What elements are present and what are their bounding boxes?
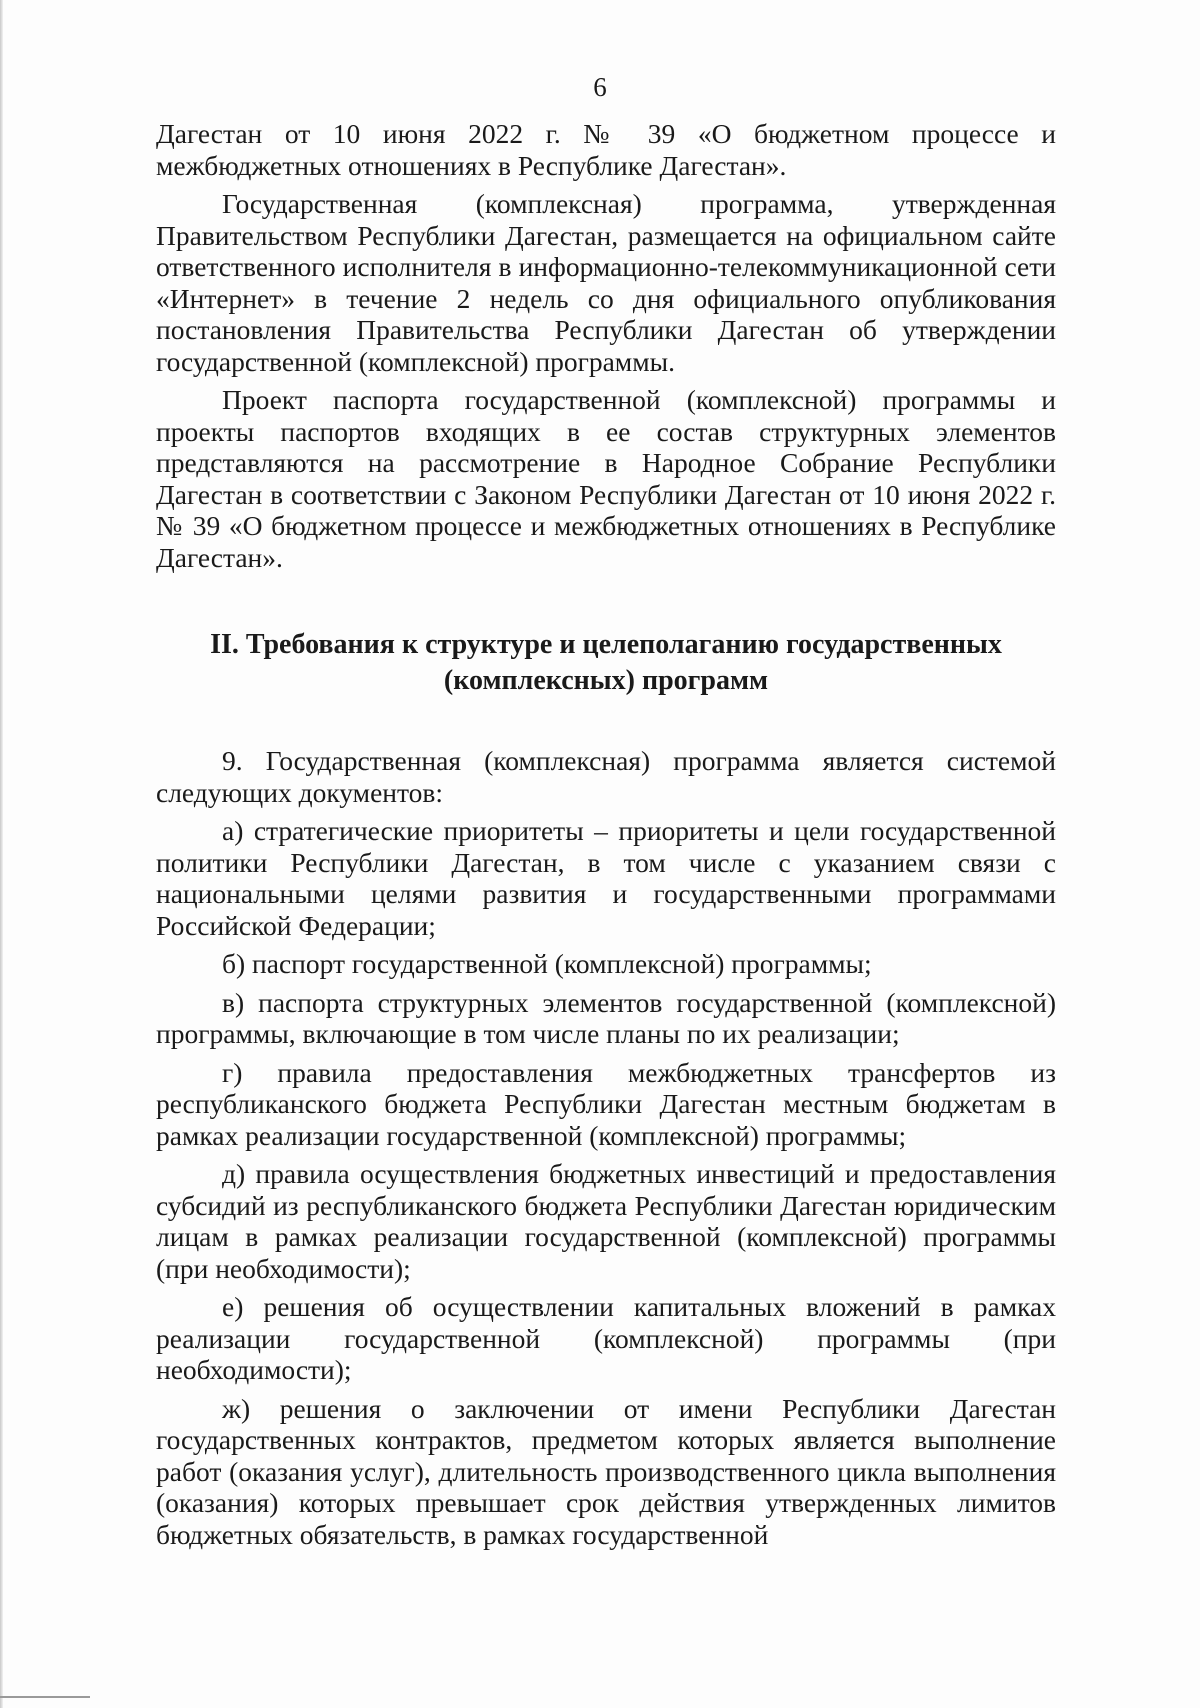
- list-item-b: б) паспорт государственной (комплексной) программы;: [222, 948, 872, 979]
- document-body: [156, 118, 1056, 1550]
- list-item-v: в) паспорта структурных элементов государственной (комплексной) программы, включающие в том числе планы по их реализации;: [156, 986, 1056, 1049]
- list-item-a: а) стратегические приоритеты – приоритеты и цели государственной политики Республики Дагестан, в том числе с указанием связи с национальными целями развития и государственными программами Российской Федерации;: [156, 815, 1056, 941]
- section-heading-line-2: (комплексных) программ: [443, 665, 769, 696]
- list-item-zh: ж) решения о заключении от имени Республики Дагестан государственных контрактов, предметом которых является выполнение работ (оказания услуг), длительность производственного цикла выполнения (оказания) которых превышает срок действия утвержденных лимитов бюджетных обязательств, в рамках государственной: [156, 1392, 1056, 1550]
- list-item-d: д) правила осуществления бюджетных инвестиций и предоставления субсидий из республиканского бюджета Республики Дагестан юридическим лицам в рамках реализации государственной (комплексной) программы (при необходимости);: [156, 1158, 1056, 1284]
- section-heading-line-1: II. Требования к структуре и целеполаганию государственных: [210, 629, 1002, 660]
- paragraph-continuation: Дагестан от 10 июня 2022 г. № 39 «О бюджетном процессе и межбюджетных отношениях в Республике Дагестан».: [156, 118, 1056, 181]
- scan-edge: [0, 0, 3, 1708]
- scan-artifact: [0, 1696, 90, 1698]
- paragraph-item-9: 9. Государственная (комплексная) программа является системой следующих документов:: [156, 745, 1056, 808]
- list-item-e: е) решения об осуществлении капитальных вложений в рамках реализации государственной (комплексной) программы (при необходимости);: [156, 1291, 1056, 1385]
- paragraph-publication: Государственная (комплексная) программа, утвержденная Правительством Республики Дагестан, размещается на официальном сайте ответственного исполнителя в информационно-телекоммуникационной сети «Интернет» в течение 2 недель со дня официального опубликования постановления Правительства Республики Дагестан об утверждении государственной (комплексной) программы.: [156, 188, 1056, 377]
- paragraph-project-passport: Проект паспорта государственной (комплексной) программы и проекты паспортов входящих в ее состав структурных элементов представляются на рассмотрение в Народное Собрание Республики Дагестан в соответствии с Законом Республики Дагестан от 10 июня 2022 г. № 39 «О бюджетном процессе и межбюджетных отношениях в Республике Дагестан».: [156, 384, 1056, 573]
- page-number: 6: [593, 72, 607, 102]
- list-item-g: г) правила предоставления межбюджетных трансфертов из республиканского бюджета Республики Дагестан местным бюджетам в рамках реализации государственной (комплексной) программы;: [156, 1056, 1056, 1151]
- section-heading: [156, 627, 1056, 699]
